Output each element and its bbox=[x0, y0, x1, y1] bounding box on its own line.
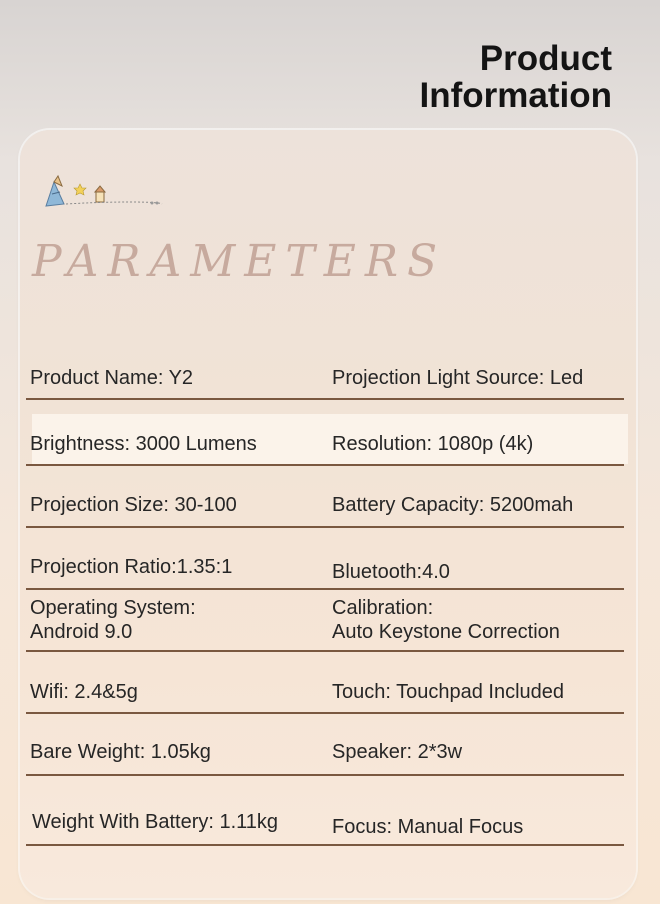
row-divider bbox=[26, 464, 624, 466]
spec-row bbox=[26, 668, 624, 714]
spec-right: Calibration: bbox=[332, 597, 434, 619]
spec-row bbox=[26, 592, 624, 652]
row-divider bbox=[26, 398, 624, 400]
spec-row bbox=[26, 480, 624, 528]
row-divider bbox=[26, 844, 624, 846]
spec-right: Resolution: 1080p (4k) bbox=[332, 433, 534, 455]
spec-left: Bare Weight: 1.05kg bbox=[30, 741, 211, 763]
pencil-house-doodle-icon bbox=[40, 172, 164, 210]
spec-right: Focus: Manual Focus bbox=[332, 816, 524, 838]
spec-row bbox=[26, 358, 624, 400]
spec-right: Battery Capacity: 5200mah bbox=[332, 494, 574, 516]
spec-right: Speaker: 2*3w bbox=[332, 741, 463, 763]
spec-row bbox=[26, 728, 624, 776]
title-line-2: Information bbox=[419, 76, 612, 115]
parameters-heading: PARAMETERS bbox=[32, 236, 447, 287]
row-divider bbox=[26, 712, 624, 714]
spec-left: Projection Ratio:1.35:1 bbox=[30, 556, 233, 578]
spec-right: Bluetooth:4.0 bbox=[332, 561, 450, 583]
spec-left: Operating System: bbox=[30, 597, 196, 619]
spec-right-line-2: Auto Keystone Correction bbox=[332, 621, 560, 643]
spec-left: Weight With Battery: 1.11kg bbox=[32, 811, 279, 833]
spec-right: Projection Light Source: Led bbox=[332, 367, 584, 389]
row-divider bbox=[26, 588, 624, 590]
title-line-1: Product bbox=[479, 39, 612, 78]
page-title bbox=[420, 40, 612, 114]
spec-row bbox=[26, 544, 624, 590]
spec-left: Brightness: 3000 Lumens bbox=[30, 433, 257, 455]
spec-row bbox=[26, 796, 624, 846]
spec-left: Projection Size: 30-100 bbox=[30, 494, 237, 516]
spec-right: Touch: Touchpad Included bbox=[332, 681, 565, 703]
spec-row bbox=[26, 420, 624, 466]
spec-left-line-2: Android 9.0 bbox=[30, 621, 133, 643]
spec-left: Wifi: 2.4&5g bbox=[30, 681, 138, 703]
row-divider bbox=[26, 526, 624, 528]
row-divider bbox=[26, 650, 624, 652]
spec-left: Product Name: Y2 bbox=[30, 367, 194, 389]
row-divider bbox=[26, 774, 624, 776]
